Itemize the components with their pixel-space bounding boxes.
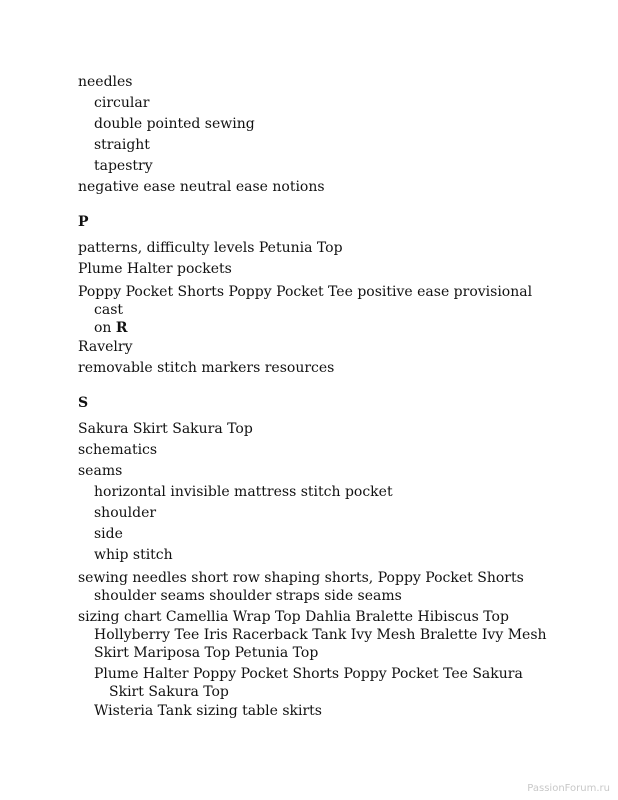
index-entry: removable stitch markers resources (78, 360, 335, 376)
index-subentry: shoulder (94, 505, 157, 521)
index-entry (78, 283, 548, 337)
index-subentry: circular (94, 95, 150, 111)
index-subentry: horizontal invisible mattress stitch pocket (94, 484, 393, 500)
index-entry-continuation: on (94, 320, 116, 336)
index-entry: patterns, difficulty levels Petunia Top (78, 240, 343, 256)
index-subentry: double pointed sewing (94, 116, 255, 132)
section-letter-p: P (78, 214, 89, 230)
index-entry: Plume Halter pockets (78, 261, 232, 277)
index-entry-continuation: Wisteria Tank sizing table skirts (94, 703, 322, 719)
index-entry: schematics (78, 442, 158, 458)
section-letter-r: R (115, 320, 128, 336)
index-entry: negative ease neutral ease notions (78, 179, 325, 195)
index-subentry: tapestry (94, 158, 153, 174)
watermark: PassionForum.ru (527, 783, 610, 794)
index-entry-sizing-chart: sizing chart Camellia Wrap Top Dahlia Bralette Hibiscus Top Hollyberry Tee Iris Racerback Tank Ivy Mesh Bralette Ivy Mesh Skirt Mariposa Top Petunia Top (78, 609, 547, 661)
index-entry: sewing needles short row shaping shorts, Poppy Pocket Shorts shoulder seams shoulder straps side seams (78, 570, 524, 604)
section-letter-s: S (78, 395, 89, 411)
index-entry-continuation: Plume Halter Poppy Pocket Shorts Poppy Pocket Tee Sakura Skirt Sakura Top (94, 666, 523, 700)
index-entry: Sakura Skirt Sakura Top (78, 421, 253, 437)
index-subentry: whip stitch (94, 547, 173, 563)
index-entry: Ravelry (78, 339, 133, 355)
index-entry-seams: seams (78, 463, 123, 479)
index-entry-needles: needles (78, 74, 133, 90)
index-subentry: straight (94, 137, 150, 153)
index-entry-text: Poppy Pocket Shorts Poppy Pocket Tee positive ease provisional cast (78, 284, 533, 318)
index-page (78, 72, 548, 722)
index-subentry: side (94, 526, 123, 542)
